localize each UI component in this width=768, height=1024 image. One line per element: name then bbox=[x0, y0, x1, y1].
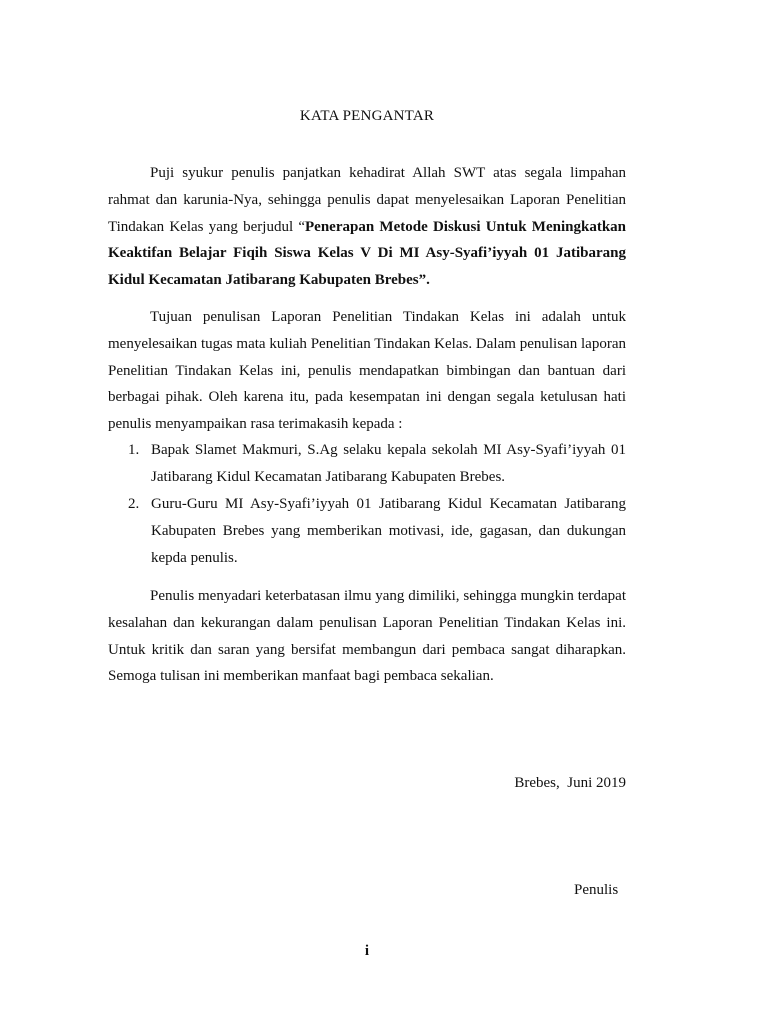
list-item bbox=[108, 491, 626, 571]
list-item bbox=[108, 437, 626, 491]
list-item-text: Guru-Guru MI Asy-Syafi’iyyah 01 Jatibarang Kidul Kecamatan Jatibarang Kabupaten Brebes yang memberikan motivasi, ide, gagasan, dan dukungan kepda penulis. bbox=[151, 496, 626, 566]
paragraph-closing: Penulis menyadari keterbatasan ilmu yang dimiliki, sehingga mungkin terdapat kesalahan dan kekurangan dalam penulisan Laporan Penelitian Tindakan Kelas ini. Untuk kritik dan saran yang bersifat membangun dari pembaca sangat diharapkan. Semoga tulisan ini memberikan manfaat bagi pembaca sekalian. bbox=[108, 588, 626, 685]
page-title: KATA PENGANTAR bbox=[299, 108, 435, 124]
list-item-number: 2. bbox=[128, 496, 140, 512]
acknowledgement-list bbox=[108, 437, 626, 491]
acknowledgement-list-continued bbox=[108, 491, 626, 571]
page-number: i bbox=[364, 943, 370, 959]
list-item-text: Bapak Slamet Makmuri, S.Ag selaku kepala sekolah MI Asy-Syafi’iyyah 01 Jatibarang Kidul Kecamatan Jatibarang Kabupaten Brebes. bbox=[151, 442, 626, 485]
paragraph-opening bbox=[108, 160, 626, 294]
signer-label: Penulis bbox=[574, 882, 619, 898]
paragraph-opening-text: Puji syukur penulis panjatkan kehadirat Allah SWT atas segala limpahan rahmat dan karunia-Nya, sehingga penulis dapat menyelesaikan Laporan Penelitian Tindakan Kelas yang berjudul “ bbox=[108, 165, 626, 235]
list-item-number: 1. bbox=[128, 442, 140, 458]
place-date: Brebes, Juni 2019 bbox=[514, 775, 626, 791]
report-title-bold: Penerapan Metode Diskusi Untuk Meningkatkan Keaktifan Belajar Fiqih Siswa Kelas V Di MI Asy-Syafi’iyyah 01 Jatibarang Kidul Kecamatan Jatibarang Kabupaten Brebes”. bbox=[108, 218, 626, 289]
paragraph-purpose: Tujuan penulisan Laporan Penelitian Tindakan Kelas ini adalah untuk menyelesaikan tugas mata kuliah Penelitian Tindakan Kelas. Dalam penulisan laporan Penelitian Tindakan Kelas ini, penulis mendapatkan bimbingan dan bantuan dari berbagai pihak. Oleh karena itu, pada kesempatan ini dengan segala ketulusan hati penulis menyampaikan rasa terimakasih kepada : bbox=[108, 309, 626, 433]
